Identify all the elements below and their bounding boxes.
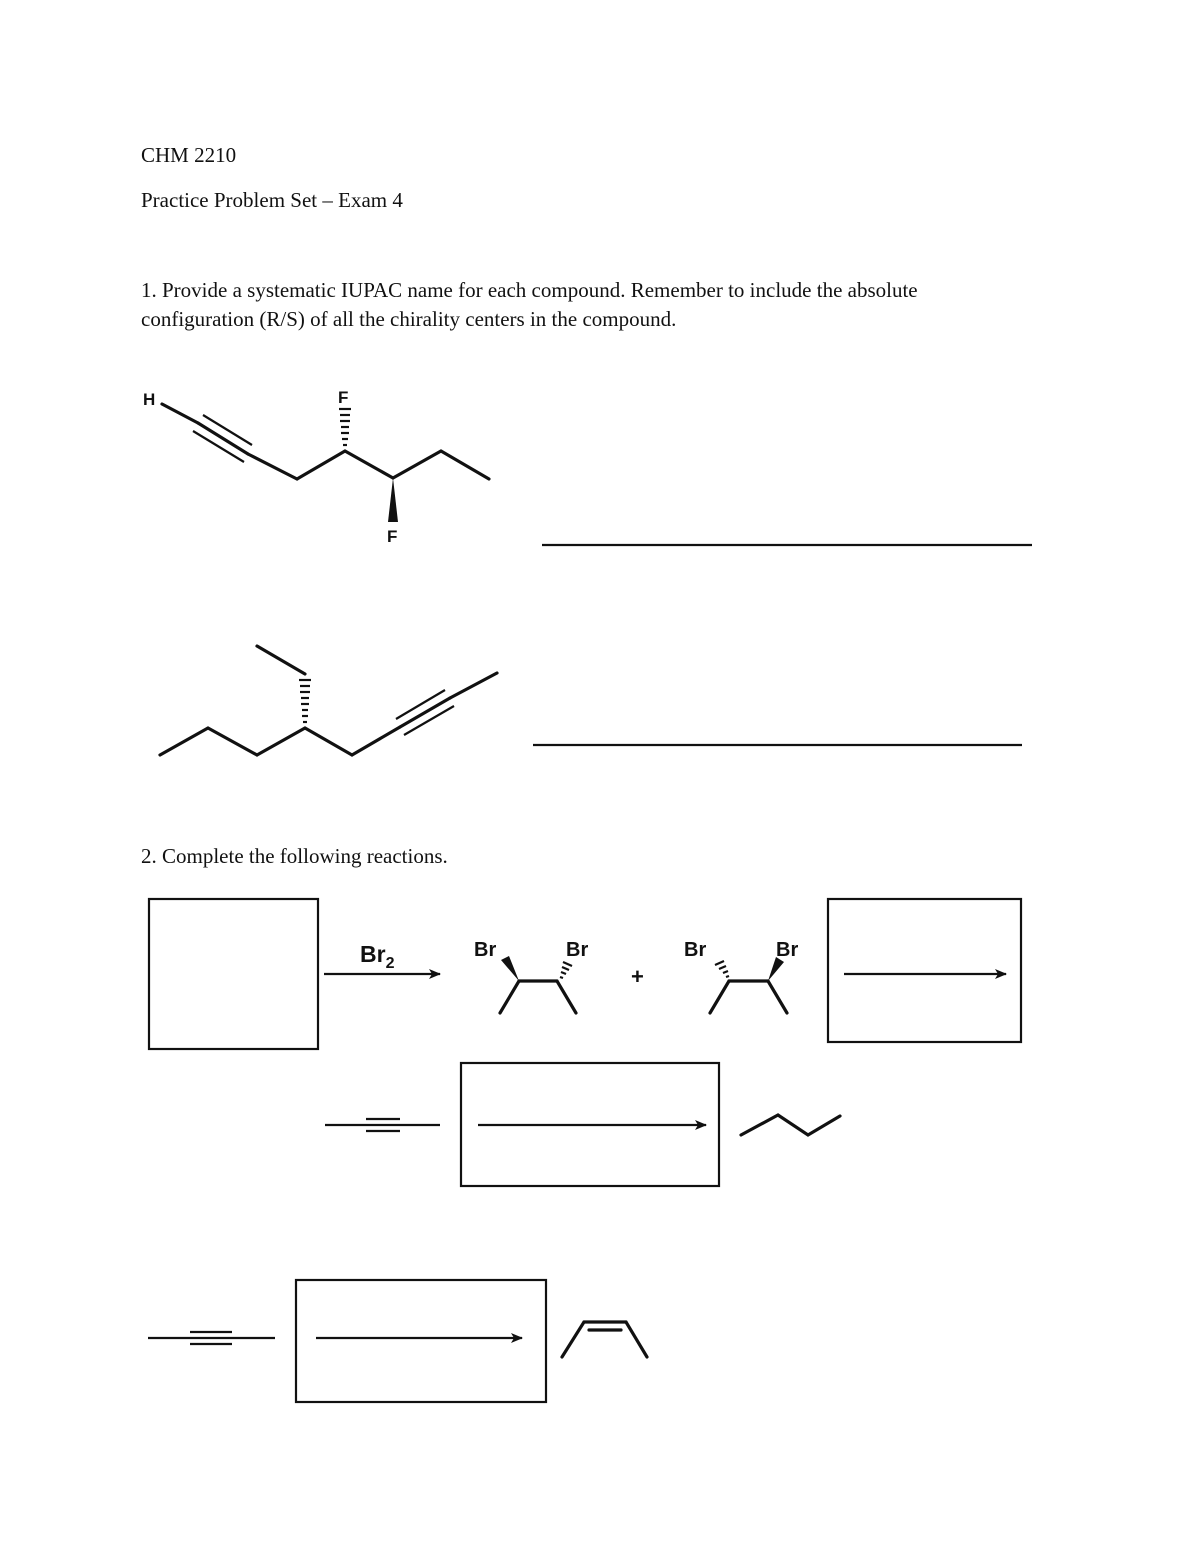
h-c-bond [162,404,198,423]
hydrogen-label: H [143,390,156,409]
reactant-answer-box [149,899,318,1049]
chain-bond [393,451,441,478]
plus-sign: + [631,964,644,989]
hashed-wedge-bond [339,409,351,445]
butane-product [741,1115,840,1135]
methyl-bond [557,981,576,1013]
chain-bond [450,673,497,698]
chain-bond [160,728,208,755]
question-1-line-1: 1. Provide a systematic IUPAC name for each compound. Remember to include the absolute [141,278,918,302]
solid-wedge-bond [768,957,784,981]
chain-bond [297,451,345,479]
methyl-bond [710,981,729,1013]
hashed-wedge-bond [560,962,572,978]
methyl-bond [768,981,787,1013]
methyl-bond [500,981,519,1013]
reagent-answer-box-3 [296,1280,546,1402]
solid-wedge-bond [501,956,519,981]
reagent-br2-label: $Br_2$ [360,941,395,972]
fluorine-top-label: F [338,388,349,407]
dibromide-product-2 [684,939,798,1013]
hashed-wedge-bond [715,961,729,977]
alkyne-reactant-3 [148,1332,275,1344]
compound-1-structure [143,388,489,546]
question-1-line-2: configuration (R/S) of all the chirality centers in the compound. [141,307,677,331]
cis-alkene-product [562,1322,647,1357]
solid-wedge-bond [388,478,398,522]
question-2-prompt: 2. Complete the following reactions. [141,844,448,868]
bromine-label: Br [566,939,589,961]
next-step-answer-box [828,899,1021,1042]
dibromide-product-1 [474,939,588,1013]
fluorine-bottom-label: F [387,527,398,546]
bromine-label: Br [776,939,799,961]
chain-bond [441,451,489,479]
chain-bond [345,451,393,478]
hashed-wedge-bond [299,680,311,722]
bromine-label: Br [684,939,707,961]
compound-2-structure [160,646,497,755]
chain-bond [248,454,297,479]
alkyne-reactant-2 [325,1119,440,1131]
chain-bond [305,728,352,755]
course-code: CHM 2210 [141,143,237,167]
ethyl-bond [257,646,305,674]
chain-bond [208,728,257,755]
document-subtitle: Practice Problem Set – Exam 4 [141,188,403,212]
bromine-label: Br [474,939,497,961]
chain-bond [352,727,400,755]
chain-bond [257,728,305,755]
